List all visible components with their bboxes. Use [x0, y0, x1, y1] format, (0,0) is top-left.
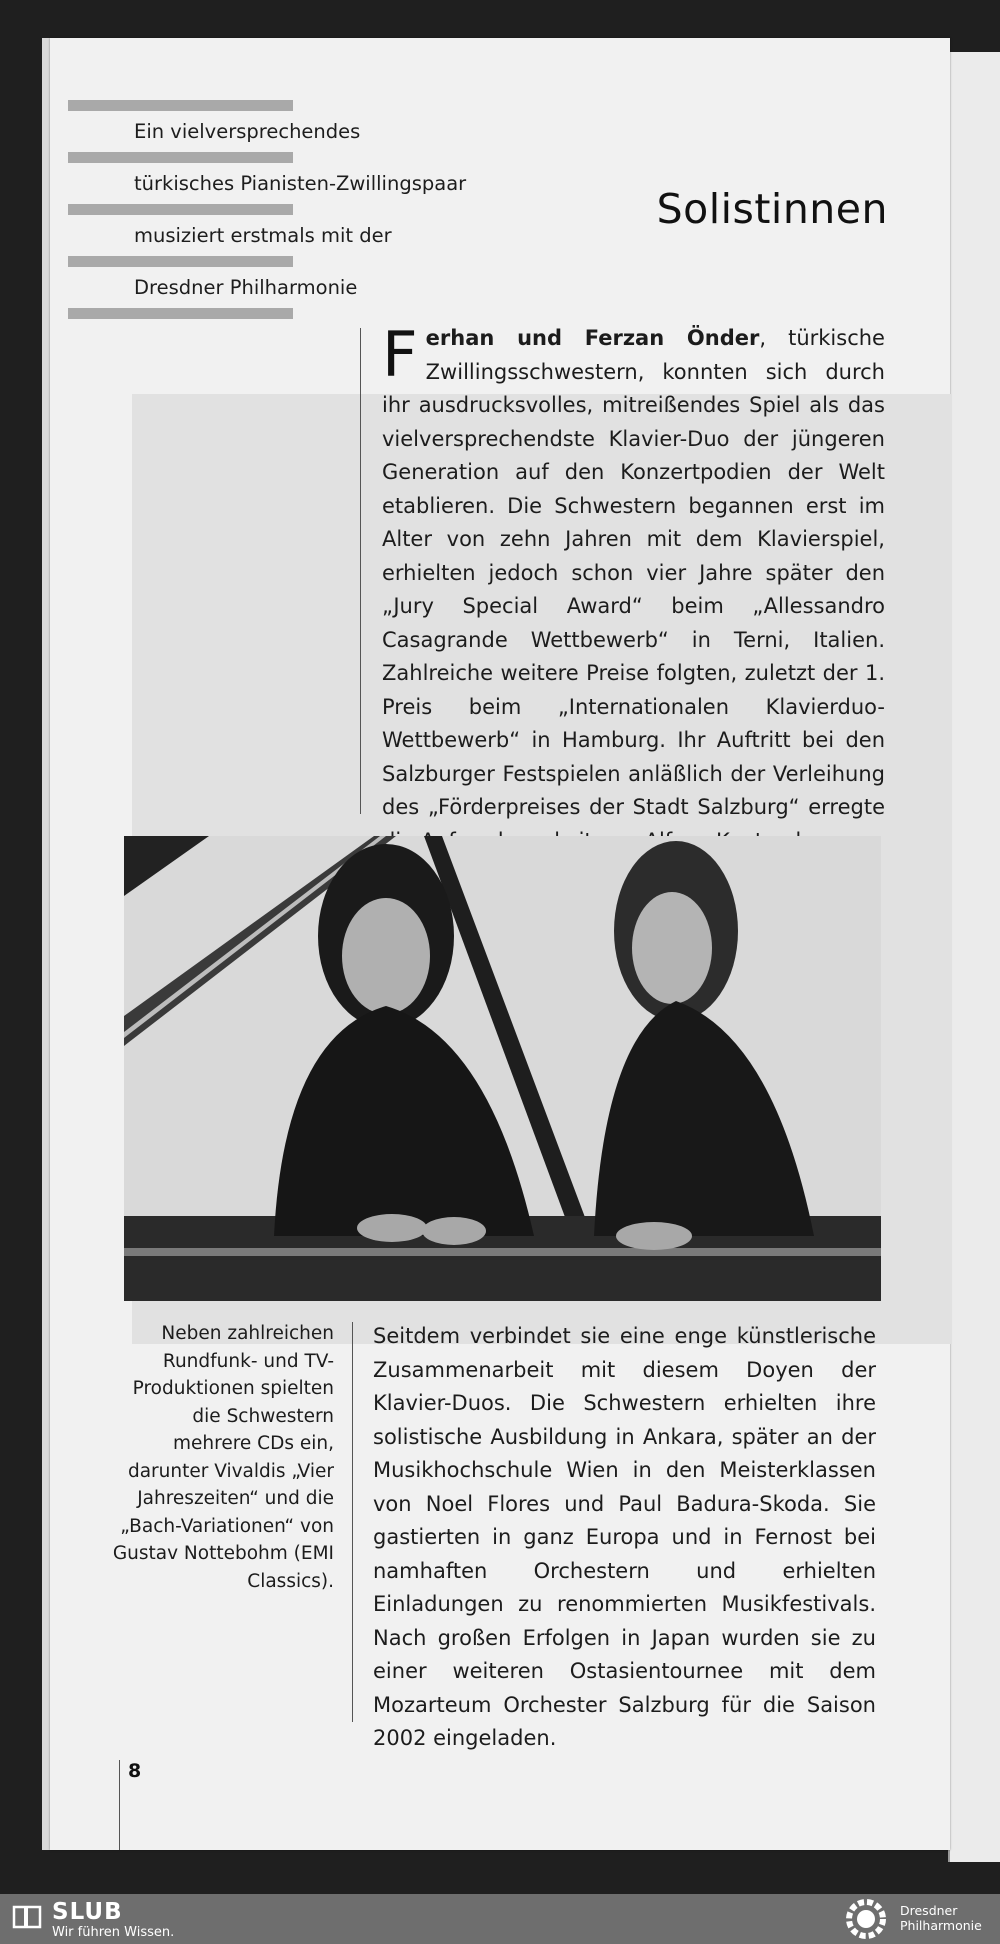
library-tagline: Wir führen Wissen.: [52, 1925, 175, 1940]
body-column-2: Seitdem verbindet sie eine enge künstlerische Zusammenarbeit mit diesem Doyen der Klavier-Duos. Die Schwestern erhielten ihre solistische Ausbildung in Ankara, später an der Musikhochschule Wien in den Meisterklassen von Noel Flores und Paul Badura-Skoda. Sie gastierten in ganz Europa und in Fernost bei namhaften Orchestern und erhielten Einladungen zu renommierten Musikfestivals. Nach großen Erfolgen in Japan wurden sie zu einer weiteren Ostasientournee mit dem Mozarteum Orchester Salzburg für die Saison 2002 eingeladen.: [373, 1324, 876, 1750]
lead-names: erhan und Ferzan Önder: [425, 326, 760, 350]
drop-cap: F: [382, 318, 418, 391]
library-name[interactable]: SLUB: [52, 1899, 123, 1925]
body-text: , türkische Zwillingsschwestern, konnten sich durch ihr ausdrucksvolles, mitreißendes Spiel als das vielversprechendste Klavier-Duo der jüngeren Generation auf den Konzertpodien der Welt etablieren. Die Schwestern begannen erst im Alter von zehn Jahren mit dem Klavierspiel, erhielten jedoch schon vier Jahre später den „Jury Special Award“ beim „Allessandro Casagrande Wettbewerb“ in Terni, Italien. Zahlreiche weitere Preise folgten, zuletzt der 1. Preis beim „Internationalen Klavierduo-Wettbewerb“ in Hamburg. Ihr Auftritt bei den Salzburger Festspielen anläßlich der Verleihung des „Förderpreises der Stadt Salzburg“ erregte: [382, 326, 885, 819]
kicker-line: türkisches Pianisten-Zwillingspaar: [134, 172, 467, 195]
duo-photo: [124, 836, 881, 1301]
kicker-line: musiziert erstmals mit der: [134, 224, 392, 247]
partner-name-line1: Dresdner: [900, 1903, 958, 1918]
kicker-bar: [68, 204, 293, 215]
kicker-bar: [68, 308, 293, 319]
partner-name[interactable]: [900, 1903, 982, 1933]
page-number-rule: [119, 1760, 120, 1850]
kicker-bar: [68, 152, 293, 163]
kicker-bar: [68, 256, 293, 267]
kicker-line: Dresdner Philharmonie: [134, 276, 358, 299]
footer-bar: [0, 1894, 1000, 1944]
partner-name-line2: Philharmonie: [900, 1918, 982, 1933]
page-title: Solistinnen: [656, 185, 888, 233]
body-column-1: [382, 318, 885, 858]
kicker-bar: [68, 100, 293, 111]
kicker-block: [68, 100, 468, 319]
slub-book-logo-icon[interactable]: [12, 1904, 42, 1930]
page-number: 8: [128, 1760, 142, 1782]
next-page-edge: [948, 52, 1000, 1862]
column-rule: [352, 1322, 353, 1722]
dresdner-philharmonie-logo-icon[interactable]: [840, 1897, 892, 1941]
photo-caption: Neben zahlreichen Rundfunk- und TV-Produktionen spielten die Schwestern mehrere CDs ein, darunter Vivaldis „Vier Jahreszeiten“ und die „Bach-Variationen“ von Gustav Nottebohm (EMI Classics).: [112, 1323, 334, 1592]
kicker-line: Ein vielversprechendes: [134, 120, 361, 143]
photo-illustration: [124, 836, 881, 1301]
column-rule: [360, 328, 361, 814]
